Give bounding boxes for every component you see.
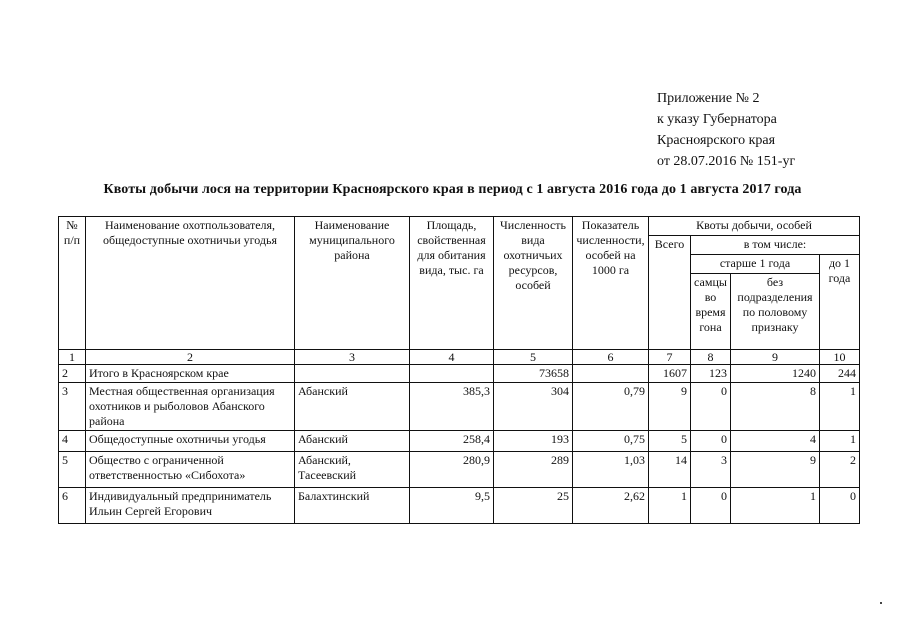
appendix-line-4: от 28.07.2016 № 151-уг — [657, 154, 796, 169]
row-name: Общество с ограниченной ответственностью «Сибохота» — [86, 452, 295, 488]
header-older: старше 1 года — [691, 255, 820, 274]
colnum-7: 7 — [649, 350, 691, 365]
row-density — [573, 365, 649, 383]
table-row — [59, 365, 860, 383]
row-under: 1 — [820, 431, 860, 452]
row-under: 0 — [820, 488, 860, 524]
row-area: 9,5 — [410, 488, 494, 524]
table-row — [59, 452, 860, 488]
row-district — [295, 365, 410, 383]
row-population: 25 — [494, 488, 573, 524]
colnum-1: 1 — [59, 350, 86, 365]
appendix-note — [657, 88, 795, 172]
row-population: 289 — [494, 452, 573, 488]
row-density: 0,79 — [573, 383, 649, 431]
row-area: 258,4 — [410, 431, 494, 452]
row-population: 193 — [494, 431, 573, 452]
header-density: Показатель численности, особей на 1000 га — [573, 217, 649, 350]
header-population: Численность вида охотничьих ресурсов, особей — [494, 217, 573, 350]
row-num: 2 — [59, 365, 86, 383]
document-title: Квоты добычи лося на территории Красноярского края в период с 1 августа 2016 года до 1 августа 2017 года — [103, 182, 802, 197]
row-males: 0 — [691, 431, 731, 452]
colnum-3: 3 — [295, 350, 410, 365]
row-total: 14 — [649, 452, 691, 488]
colnum-6: 6 — [573, 350, 649, 365]
table-row — [59, 488, 860, 524]
row-num: 3 — [59, 383, 86, 431]
row-num: 4 — [59, 431, 86, 452]
header-total: Всего — [649, 236, 691, 350]
quota-table — [58, 216, 860, 524]
row-total: 5 — [649, 431, 691, 452]
row-nodiv: 9 — [731, 452, 820, 488]
colnum-8: 8 — [691, 350, 731, 365]
row-under: 244 — [820, 365, 860, 383]
row-density: 2,62 — [573, 488, 649, 524]
row-males: 123 — [691, 365, 731, 383]
colnum-2: 2 — [86, 350, 295, 365]
row-name: Итого в Красноярском крае — [86, 365, 295, 383]
row-area: 280,9 — [410, 452, 494, 488]
column-numbers-row — [59, 350, 860, 365]
appendix-line-3: Красноярского края — [657, 133, 776, 148]
row-males: 3 — [691, 452, 731, 488]
header-district: Наименование муниципального района — [295, 217, 410, 350]
row-num: 6 — [59, 488, 86, 524]
row-name: Индивидуальный предприниматель Ильин Сергей Егорович — [86, 488, 295, 524]
row-district: Абанский — [295, 383, 410, 431]
row-under: 2 — [820, 452, 860, 488]
row-density: 0,75 — [573, 431, 649, 452]
row-area — [410, 365, 494, 383]
header-num: № п/п — [59, 217, 86, 350]
row-name: Общедоступные охотничьи угодья — [86, 431, 295, 452]
header-quotas: Квоты добычи, особей — [649, 217, 860, 236]
colnum-10: 10 — [820, 350, 860, 365]
header-area: Площадь, свойственная для обитания вида, тыс. га — [410, 217, 494, 350]
row-num: 5 — [59, 452, 86, 488]
row-males: 0 — [691, 488, 731, 524]
row-total: 1 — [649, 488, 691, 524]
header-males: самцы во время гона — [691, 274, 731, 350]
colnum-9: 9 — [731, 350, 820, 365]
row-nodiv: 8 — [731, 383, 820, 431]
row-name: Местная общественная организация охотников и рыболовов Абанского района — [86, 383, 295, 431]
colnum-4: 4 — [410, 350, 494, 365]
header-including: в том числе: — [691, 236, 860, 255]
table-row — [59, 431, 860, 452]
appendix-line-1: Приложение № 2 — [657, 91, 760, 106]
row-district: Балахтинский — [295, 488, 410, 524]
row-nodiv: 1 — [731, 488, 820, 524]
row-total: 9 — [649, 383, 691, 431]
appendix-line-2: к указу Губернатора — [657, 112, 777, 127]
row-density: 1,03 — [573, 452, 649, 488]
row-population: 304 — [494, 383, 573, 431]
colnum-5: 5 — [494, 350, 573, 365]
scan-speck — [880, 602, 882, 604]
header-under: до 1 года — [820, 255, 860, 350]
row-area: 385,3 — [410, 383, 494, 431]
row-nodiv: 4 — [731, 431, 820, 452]
row-nodiv: 1240 — [731, 365, 820, 383]
row-under: 1 — [820, 383, 860, 431]
row-district: Абанский — [295, 431, 410, 452]
row-district: Абанский, Тасеевский — [295, 452, 410, 488]
row-total: 1607 — [649, 365, 691, 383]
header-nodiv: без подразделения по половому признаку — [731, 274, 820, 350]
row-males: 0 — [691, 383, 731, 431]
table-row — [59, 383, 860, 431]
row-population: 73658 — [494, 365, 573, 383]
header-name: Наименование охотпользователя, общедоступные охотничьи угодья — [86, 217, 295, 350]
